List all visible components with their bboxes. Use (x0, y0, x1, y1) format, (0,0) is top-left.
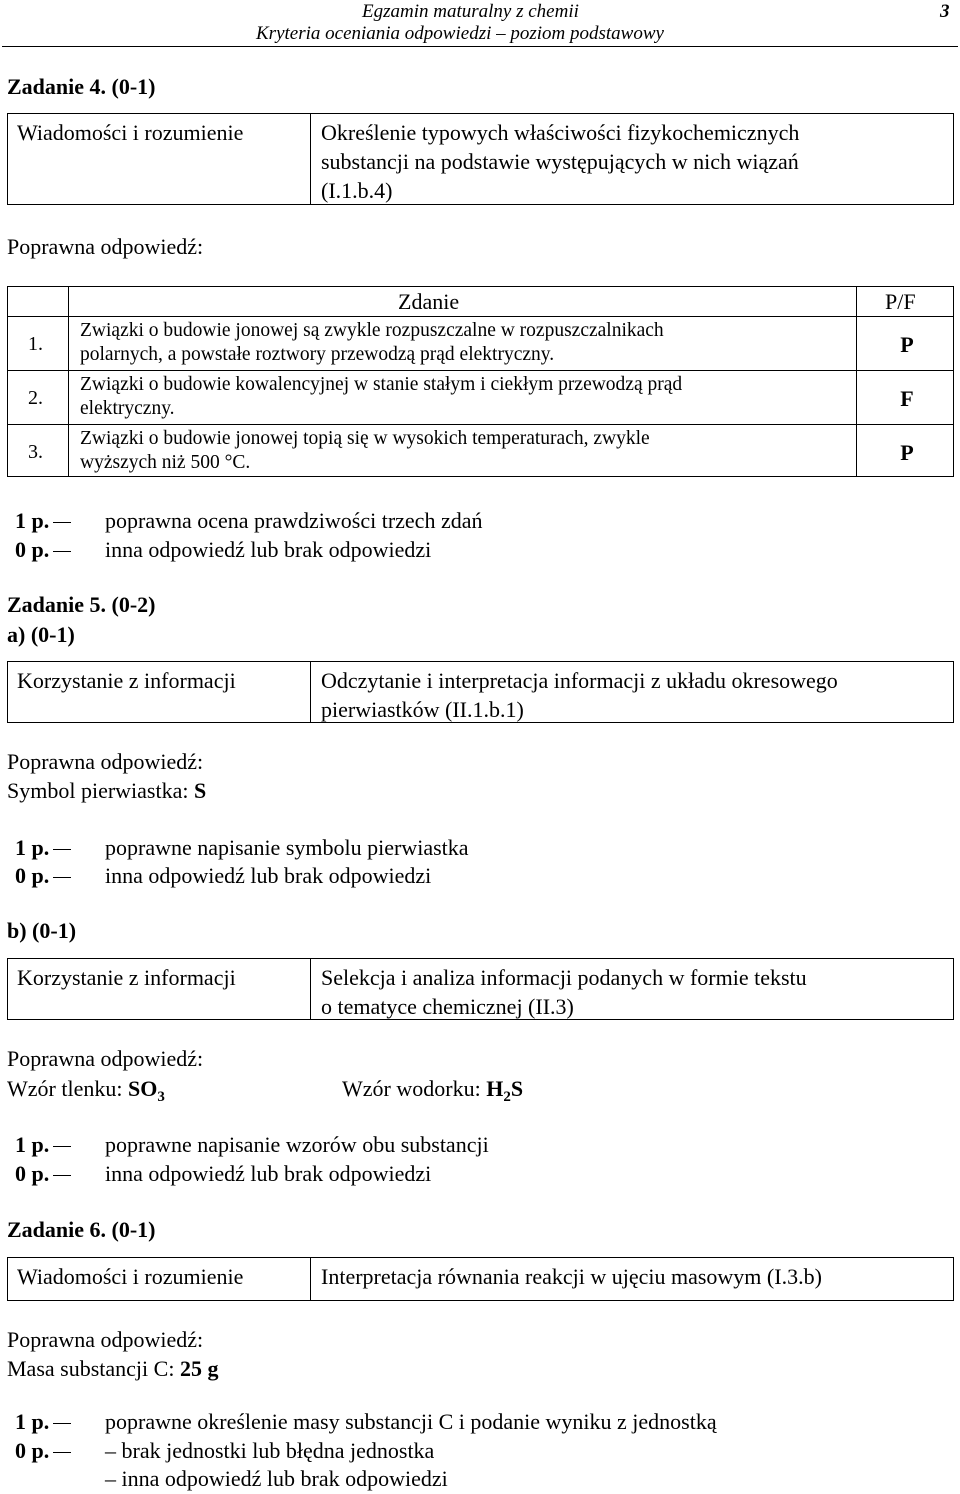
task-6-score-1-points: 1 p. (15, 1408, 71, 1436)
task-4-requirements-box (7, 113, 954, 205)
task-5b-area: Korzystanie z informacji (17, 965, 236, 990)
task-5a-answer-label: Poprawna odpowiedź: (7, 749, 204, 774)
table-row-2-value: F (900, 386, 914, 411)
task-6-score-0-text-b: – inna odpowiedź lub brak odpowiedzi (105, 1466, 448, 1491)
table-row-1-statement: Związki o budowie jonowej są zwykle rozpuszczalne w rozpuszczalnikach polarnych, a powstałe roztwory przewodzą prąd elektryczny. (80, 320, 664, 365)
task-5a-answer: Symbol pierwiastka: S (7, 778, 207, 803)
task-4-requirement: Określenie typowych właściwości fizykochemicznych substancji na podstawie występujących w nich wiązań (I.1.b.4) (321, 120, 800, 203)
task-4-answer-table (7, 286, 954, 477)
table-row-2-number: 2. (28, 387, 43, 409)
task-5b-oxide-answer: Wzór tlenku: $SO_3$ (7, 1076, 165, 1105)
task-5a-score-1-points: 1 p. (15, 834, 71, 862)
task-5a-score-1-text: poprawne napisanie symbolu pierwiastka (105, 835, 469, 860)
table-row-3-value: P (900, 440, 914, 465)
task-5a-requirement: Odczytanie i interpretacja informacji z układu okresowego pierwiastków (II.1.b.1) (321, 668, 838, 722)
task-5b-answer-label: Poprawna odpowiedź: (7, 1046, 204, 1071)
task-5a-score-0-points: 0 p. (15, 862, 71, 890)
task-4-answer-label: Poprawna odpowiedź: (7, 234, 204, 259)
table-row-3-statement: Związki o budowie jonowej topią się w wysokich temperaturach, zwykle wyższych niż 500 °C. (80, 428, 650, 473)
task-4-score-1-points: 1 p. (15, 507, 71, 535)
task-6-requirement: Interpretacja równania reakcji w ujęciu masowym (I.3.b) (321, 1264, 822, 1289)
task-5b-requirement: Selekcja i analiza informacji podanych w formie tekstu o tematyce chemicznej (II.3) (321, 965, 807, 1019)
task-5-title: Zadanie 5. (0-2) (7, 592, 156, 617)
task-6-answer-label: Poprawna odpowiedź: (7, 1327, 204, 1352)
task-6-score-0-text-a: – brak jednostki lub błędna jednostka (105, 1438, 435, 1463)
table-row-3-number: 3. (28, 441, 43, 463)
task-5b-title: b) (0-1) (7, 918, 77, 943)
table-row-1-number: 1. (28, 333, 43, 355)
task-4-score-0-text: inna odpowiedź lub brak odpowiedzi (105, 537, 432, 562)
task-4-title: Zadanie 4. (0-1) (7, 74, 156, 99)
task-5b-score-0-text: inna odpowiedź lub brak odpowiedzi (105, 1161, 432, 1186)
task-4-score-0-points: 0 p. (15, 536, 71, 564)
task-6-title: Zadanie 6. (0-1) (7, 1217, 156, 1242)
task-6-score-0-points: 0 p. (15, 1437, 71, 1465)
task-6-answer: Masa substancji C: 25 g (7, 1356, 219, 1381)
task-5b-score-1-text: poprawne napisanie wzorów obu substancji (105, 1132, 489, 1157)
task-5a-area: Korzystanie z informacji (17, 668, 236, 693)
table-header-pf: P/F (885, 289, 916, 314)
table-header-statement: Zdanie (398, 289, 460, 314)
table-row-1-value: P (900, 332, 914, 357)
task-5b-score-0-points: 0 p. (15, 1160, 71, 1188)
task-5b-requirements-box (7, 958, 954, 1020)
table-row-2-statement: Związki o budowie kowalencyjnej w stanie stałym i ciekłym przewodzą prąd elektryczny. (80, 374, 683, 419)
task-5a-requirements-box (7, 661, 954, 723)
task-5a-title: a) (0-1) (7, 622, 75, 647)
task-6-score-1-text: poprawne określenie masy substancji C i podanie wyniku z jednostką (105, 1409, 717, 1434)
header-criteria-title: Kryteria oceniania odpowiedzi – poziom podstawowy (256, 23, 664, 44)
task-5a-score-0-text: inna odpowiedź lub brak odpowiedzi (105, 863, 432, 888)
task-6-requirements-box (7, 1257, 954, 1301)
header-rule (2, 46, 958, 47)
header-exam-title: Egzamin maturalny z chemii (362, 1, 579, 22)
task-6-area: Wiadomości i rozumienie (17, 1264, 244, 1289)
task-5b-hydride-answer: Wzór wodorku: $H_2S$ (342, 1076, 524, 1105)
task-4-score-1-text: poprawna ocena prawdziwości trzech zdań (105, 508, 483, 533)
task-5b-score-1-points: 1 p. (15, 1131, 71, 1159)
page-number: 3 (940, 1, 950, 22)
task-4-area: Wiadomości i rozumienie (17, 120, 244, 145)
